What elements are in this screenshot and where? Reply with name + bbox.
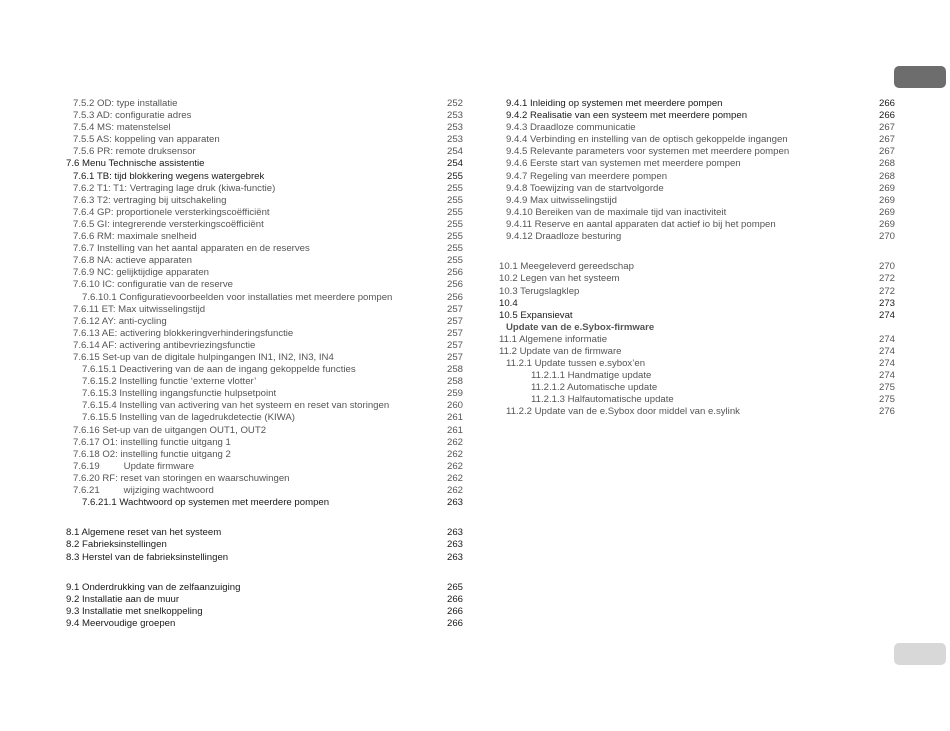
toc-entry-page: 262 bbox=[446, 485, 463, 496]
toc-entry-page: 263 bbox=[446, 527, 463, 539]
toc-entry-title: 9.4.2 Realisatie van een systeem met meerdere pompen bbox=[506, 110, 748, 122]
toc-entry-page: 255 bbox=[446, 194, 463, 206]
toc-entry-page: 255 bbox=[446, 231, 463, 243]
toc-entry-7-5-5[interactable] bbox=[66, 134, 463, 146]
toc-entry-title: 9.4 Meervoudige groepen bbox=[66, 618, 176, 630]
toc-entry-10-1[interactable] bbox=[499, 261, 895, 273]
toc-entry-7-6-5[interactable] bbox=[66, 219, 463, 231]
toc-entry-title: 9.4.8 Toewijzing van de startvolgorde bbox=[506, 182, 664, 194]
toc-entry-7-6-15-5[interactable] bbox=[66, 412, 463, 424]
toc-entry-page: 275 bbox=[878, 394, 895, 406]
toc-entry-7-5-2[interactable] bbox=[66, 98, 463, 110]
toc-entry-page: 268 bbox=[878, 170, 895, 182]
toc-entry-page: 253 bbox=[446, 110, 463, 122]
toc-right-column bbox=[499, 98, 895, 419]
toc-entry-11-2-1-3[interactable] bbox=[499, 394, 895, 406]
toc-entry-10-2[interactable] bbox=[499, 273, 895, 285]
toc-entry-7-6-21[interactable] bbox=[66, 485, 463, 497]
toc-gap bbox=[499, 243, 895, 261]
toc-entry-title: 10.3 Terugslagklep bbox=[499, 285, 580, 297]
section-tab-marker bbox=[894, 66, 946, 88]
toc-entry-page: 273 bbox=[878, 297, 895, 309]
toc-entry-7-6-11[interactable] bbox=[66, 304, 463, 316]
toc-entry-9-3[interactable] bbox=[66, 606, 463, 618]
toc-entry-title: 9.4.4 Verbinding en instelling van de optisch gekoppelde ingangen bbox=[506, 134, 788, 146]
toc-entry-title: 11.2.1.3 Halfautomatische update bbox=[531, 394, 674, 406]
toc-entry-title: 7.6.20 RF: reset van storingen en waarschuwingen bbox=[73, 472, 290, 484]
toc-entry-7-5-4[interactable] bbox=[66, 122, 463, 134]
toc-entry-title: 7.6 Menu Technische assistentie bbox=[66, 158, 205, 170]
toc-entry-title: 9.4.11 Reserve en aantal apparaten dat actief io bij het pompen bbox=[506, 218, 776, 230]
toc-entry-9-4-7[interactable] bbox=[499, 171, 895, 183]
toc-entry-page: 263 bbox=[446, 497, 463, 509]
toc-entry-page: 262 bbox=[446, 448, 463, 460]
toc-entry-title: 7.5.5 AS: koppeling van apparaten bbox=[73, 134, 220, 146]
toc-entry-9-4-8[interactable] bbox=[499, 183, 895, 195]
toc-entry-7-6-14[interactable] bbox=[66, 340, 463, 352]
toc-entry-page: 269 bbox=[878, 206, 895, 218]
toc-entry-7-6-15-3[interactable] bbox=[66, 388, 463, 400]
toc-entry-title: 11.1 Algemene informatie bbox=[499, 333, 608, 345]
toc-entry-title: 7.6.19 Update firmware bbox=[73, 460, 195, 472]
toc-entry-title: 11.2.2 Update van de e.Sybox door middel van e.sylink bbox=[506, 406, 740, 418]
toc-entry-title: 7.6.15.4 Instelling van activering van het systeem en reset van storingen bbox=[82, 400, 390, 412]
toc-entry-title: 7.6.5 GI: integrerende versterkingscoëfficiënt bbox=[73, 218, 264, 230]
toc-entry-page: 266 bbox=[446, 618, 463, 630]
toc-entry-7-6-3[interactable] bbox=[66, 195, 463, 207]
toc-entry-page: 253 bbox=[446, 134, 463, 146]
toc-entry-10-4[interactable] bbox=[499, 298, 895, 310]
toc-entry-title: 8.2 Fabrieksinstellingen bbox=[66, 539, 167, 551]
toc-entry-title: 9.4.9 Max uitwisselingstijd bbox=[506, 194, 617, 206]
toc-entry-page: 257 bbox=[446, 327, 463, 339]
toc-entry-title: 7.6.15.3 Instelling ingangsfunctie hulpsetpoint bbox=[82, 388, 277, 400]
toc-entry-page: 274 bbox=[878, 370, 895, 382]
toc-entry-update[interactable] bbox=[499, 322, 895, 334]
toc-entry-7-6-9[interactable] bbox=[66, 267, 463, 279]
toc-entry-page: 276 bbox=[878, 406, 895, 418]
toc-entry-title: 9.4.5 Relevante parameters voor systemen met meerdere pompen bbox=[506, 146, 790, 158]
toc-entry-title: 7.5.4 MS: matenstelsel bbox=[73, 122, 171, 134]
toc-entry-title: 9.1 Onderdrukking van de zelfaanzuiging bbox=[66, 581, 241, 593]
toc-entry-title: 9.4.3 Draadloze communicatie bbox=[506, 122, 636, 134]
toc-entry-7-6-20[interactable] bbox=[66, 473, 463, 485]
toc-entry-title: 7.6.9 NC: gelijktijdige apparaten bbox=[73, 267, 209, 279]
toc-entry-page: 253 bbox=[446, 122, 463, 134]
toc-entry-page: 275 bbox=[878, 382, 895, 394]
toc-entry-title: 7.5.6 PR: remote druksensor bbox=[73, 146, 196, 158]
toc-entry-title: 7.6.15.1 Deactivering van de aan de ingang gekoppelde functies bbox=[82, 364, 356, 376]
toc-entry-title: 7.6.17 O1: instelling functie uitgang 1 bbox=[73, 436, 231, 448]
toc-entry-title: 7.6.1 TB: tijd blokkering wegens watergebrek bbox=[73, 170, 265, 182]
toc-entry-11-2-1-2[interactable] bbox=[499, 382, 895, 394]
toc-entry-7-5-6[interactable] bbox=[66, 146, 463, 158]
toc-entry-title: 10.4 bbox=[499, 297, 518, 309]
toc-entry-10-5[interactable] bbox=[499, 310, 895, 322]
toc-entry-title: 7.6.21.1 Wachtwoord op systemen met meerdere pompen bbox=[82, 497, 330, 509]
toc-entry-page: 255 bbox=[446, 243, 463, 255]
toc-entry-9-4-9[interactable] bbox=[499, 195, 895, 207]
toc-entry-page: 258 bbox=[446, 364, 463, 376]
toc-entry-title: 7.6.10.1 Configuratievoorbeelden voor installaties met meerdere pompen bbox=[82, 291, 393, 303]
toc-entry-title: 7.6.15 Set-up van de digitale hulpingangen IN1, IN2, IN3, IN4 bbox=[73, 351, 334, 363]
toc-entry-10-3[interactable] bbox=[499, 286, 895, 298]
toc-entry-7-6-10-1[interactable] bbox=[66, 292, 463, 304]
toc-entry-title: 7.6.14 AF: activering antibevriezingsfunctie bbox=[73, 339, 256, 351]
toc-entry-11-2-1-1[interactable] bbox=[499, 370, 895, 382]
toc-entry-title: 7.6.10 IC: configuratie van de reserve bbox=[73, 279, 233, 291]
toc-left-column bbox=[66, 98, 463, 630]
toc-entry-7-6-4[interactable] bbox=[66, 207, 463, 219]
toc-entry-9-4-11[interactable] bbox=[499, 219, 895, 231]
toc-entry-7-6-2[interactable] bbox=[66, 183, 463, 195]
toc-entry-7-6-1[interactable] bbox=[66, 171, 463, 183]
toc-entry-9-4-5[interactable] bbox=[499, 146, 895, 158]
toc-entry-title: 10.1 Meegeleverd gereedschap bbox=[499, 261, 634, 273]
toc-entry-9-4-6[interactable] bbox=[499, 158, 895, 170]
toc-entry-11-2[interactable] bbox=[499, 346, 895, 358]
toc-entry-page: 261 bbox=[446, 424, 463, 436]
toc-entry-11-2-1[interactable] bbox=[499, 358, 895, 370]
toc-entry-9-4-10[interactable] bbox=[499, 207, 895, 219]
toc-entry-8-3[interactable] bbox=[66, 552, 463, 564]
toc-entry-page: 274 bbox=[878, 333, 895, 345]
toc-entry-7-6-10[interactable] bbox=[66, 279, 463, 291]
toc-entry-7-6-15-1[interactable] bbox=[66, 364, 463, 376]
toc-entry-title: 11.2.1.1 Handmatige update bbox=[531, 370, 652, 382]
toc-entry-page: 269 bbox=[878, 218, 895, 230]
toc-entry-page: 255 bbox=[446, 170, 463, 182]
toc-entry-title: 7.6.18 O2: instelling functie uitgang 2 bbox=[73, 448, 231, 460]
toc-entry-title: 7.6.8 NA: actieve apparaten bbox=[73, 255, 192, 267]
toc-entry-page: 254 bbox=[446, 158, 463, 170]
toc-entry-11-2-2[interactable] bbox=[499, 406, 895, 418]
toc-entry-title: 7.6.4 GP: proportionele versterkingscoëfficiënt bbox=[73, 206, 270, 218]
toc-entry-7-6-6[interactable] bbox=[66, 231, 463, 243]
toc-entry-page: 266 bbox=[878, 110, 895, 122]
toc-entry-title: 7.5.3 AD: configuratie adres bbox=[73, 110, 192, 122]
toc-entry-9-1[interactable] bbox=[66, 582, 463, 594]
toc-entry-title: 9.4.12 Draadloze besturing bbox=[506, 231, 622, 243]
toc-entry-title: 8.3 Herstel van de fabrieksinstellingen bbox=[66, 551, 229, 563]
toc-entry-title: 7.6.13 AE: activering blokkeringverhinderingsfunctie bbox=[73, 327, 294, 339]
toc-entry-page: 274 bbox=[878, 345, 895, 357]
toc-entry-title: 7.6.6 RM: maximale snelheid bbox=[73, 231, 197, 243]
toc-entry-page: 267 bbox=[878, 146, 895, 158]
toc-entry-9-4-4[interactable] bbox=[499, 134, 895, 146]
toc-entry-11-1[interactable] bbox=[499, 334, 895, 346]
toc-entry-title: 7.6.15.5 Instelling van de lagedrukdetectie (KIWA) bbox=[82, 412, 295, 424]
toc-entry-page: 262 bbox=[446, 460, 463, 472]
toc-entry-title: 9.4.7 Regeling van meerdere pompen bbox=[506, 170, 668, 182]
toc-entry-title: 9.4.1 Inleiding op systemen met meerdere pompen bbox=[506, 98, 723, 109]
toc-entry-title: 9.4.10 Bereiken van de maximale tijd van inactiviteit bbox=[506, 206, 727, 218]
toc-entry-page: 260 bbox=[446, 400, 463, 412]
toc-entry-page: 263 bbox=[446, 539, 463, 551]
toc-entry-page: 255 bbox=[446, 206, 463, 218]
toc-entry-page: 268 bbox=[878, 158, 895, 170]
toc-entry-7-6-17[interactable] bbox=[66, 437, 463, 449]
toc-entry-title: 9.2 Installatie aan de muur bbox=[66, 593, 180, 605]
toc-entry-title: 7.6.3 T2: vertraging bij uitschakeling bbox=[73, 194, 227, 206]
toc-entry-page: 270 bbox=[878, 261, 895, 273]
toc-entry-7-6-15[interactable] bbox=[66, 352, 463, 364]
toc-entry-page: 258 bbox=[446, 376, 463, 388]
toc-entry-9-2[interactable] bbox=[66, 594, 463, 606]
toc-entry-page: 255 bbox=[446, 182, 463, 194]
toc-entry-page: 274 bbox=[878, 358, 895, 370]
toc-entry-7-6[interactable] bbox=[66, 158, 463, 170]
toc-entry-title: 7.6.16 Set-up van de uitgangen OUT1, OUT2 bbox=[73, 424, 267, 436]
toc-entry-title: 11.2.1 Update tussen e.sybox’en bbox=[506, 358, 646, 370]
toc-entry-7-6-19[interactable] bbox=[66, 461, 463, 473]
toc-entry-page: 267 bbox=[878, 134, 895, 146]
toc-entry-title: 9.4.6 Eerste start van systemen met meerdere pompen bbox=[506, 158, 741, 170]
toc-entry-title: 11.2 Update van de firmware bbox=[499, 345, 622, 357]
toc-entry-page: 265 bbox=[446, 581, 463, 593]
toc-entry-title: 7.6.12 AY: anti-cycling bbox=[73, 315, 167, 327]
toc-entry-7-5-3[interactable] bbox=[66, 110, 463, 122]
toc-entry-7-6-12[interactable] bbox=[66, 316, 463, 328]
toc-entry-page: 272 bbox=[878, 273, 895, 285]
toc-entry-page: 257 bbox=[446, 303, 463, 315]
toc-entry-7-6-18[interactable] bbox=[66, 449, 463, 461]
toc-entry-page: 256 bbox=[446, 279, 463, 291]
toc-entry-title: 9.3 Installatie met snelkoppeling bbox=[66, 606, 203, 618]
toc-entry-page: 263 bbox=[446, 551, 463, 563]
toc-entry-page: 266 bbox=[878, 98, 895, 109]
toc-entry-page: 255 bbox=[446, 255, 463, 267]
toc-entry-7-6-21-1[interactable] bbox=[66, 497, 463, 509]
toc-entry-title: 7.6.7 Instelling van het aantal apparaten en de reserves bbox=[73, 243, 310, 255]
toc-entry-page: 269 bbox=[878, 194, 895, 206]
toc-entry-9-4-3[interactable] bbox=[499, 122, 895, 134]
toc-entry-9-4[interactable] bbox=[66, 618, 463, 630]
toc-entry-page: 266 bbox=[446, 606, 463, 618]
toc-entry-8-1[interactable] bbox=[66, 527, 463, 539]
toc-entry-page: 259 bbox=[446, 388, 463, 400]
toc-entry-page: 252 bbox=[446, 98, 463, 109]
toc-entry-7-6-15-2[interactable] bbox=[66, 376, 463, 388]
toc-entry-page: 255 bbox=[446, 218, 463, 230]
toc-entry-title: 7.5.2 OD: type installatie bbox=[73, 98, 178, 109]
toc-entry-7-6-16[interactable] bbox=[66, 425, 463, 437]
toc-entry-page: 266 bbox=[446, 593, 463, 605]
toc-entry-page: 269 bbox=[878, 182, 895, 194]
toc-entry-page: 270 bbox=[878, 231, 895, 243]
toc-entry-page: 256 bbox=[446, 291, 463, 303]
toc-entry-title: 11.2.1.2 Automatische update bbox=[531, 382, 658, 394]
toc-entry-page: 261 bbox=[446, 412, 463, 424]
toc-entry-title: 7.6.2 T1: T1: Vertraging lage druk (kiwa-functie) bbox=[73, 182, 276, 194]
toc-entry-7-6-13[interactable] bbox=[66, 328, 463, 340]
toc-entry-page: 267 bbox=[878, 122, 895, 134]
toc-entry-page: 262 bbox=[446, 436, 463, 448]
toc-entry-title: 8.1 Algemene reset van het systeem bbox=[66, 527, 222, 539]
toc-entry-title: 7.6.15.2 Instelling functie ‘externe vlotter’ bbox=[82, 376, 257, 388]
toc-entry-page: 256 bbox=[446, 267, 463, 279]
toc-gap bbox=[66, 509, 463, 527]
toc-entry-9-4-12[interactable] bbox=[499, 231, 895, 243]
toc-entry-title: 7.6.21 wijziging wachtwoord bbox=[73, 485, 214, 496]
toc-entry-title: 10.2 Legen van het systeem bbox=[499, 273, 620, 285]
toc-entry-9-4-1[interactable] bbox=[499, 98, 895, 110]
toc-entry-page: 257 bbox=[446, 315, 463, 327]
toc-entry-page: 274 bbox=[878, 309, 895, 321]
toc-entry-title: 7.6.11 ET: Max uitwisselingstijd bbox=[73, 303, 206, 315]
toc-entry-page: 262 bbox=[446, 472, 463, 484]
toc-entry-page: 272 bbox=[878, 285, 895, 297]
toc-entry-title: Update van de e.Sybox-firmware bbox=[506, 321, 655, 333]
toc-entry-8-2[interactable] bbox=[66, 539, 463, 551]
toc-entry-page: 254 bbox=[446, 146, 463, 158]
toc-entry-page: 257 bbox=[446, 351, 463, 363]
toc-gap bbox=[66, 564, 463, 582]
section-tab-marker-light bbox=[894, 643, 946, 665]
toc-entry-9-4-2[interactable] bbox=[499, 110, 895, 122]
toc-entry-page: 257 bbox=[446, 339, 463, 351]
toc-entry-7-6-15-4[interactable] bbox=[66, 400, 463, 412]
toc-entry-title: 10.5 Expansievat bbox=[499, 309, 573, 321]
toc-entry-7-6-7[interactable] bbox=[66, 243, 463, 255]
toc-entry-7-6-8[interactable] bbox=[66, 255, 463, 267]
